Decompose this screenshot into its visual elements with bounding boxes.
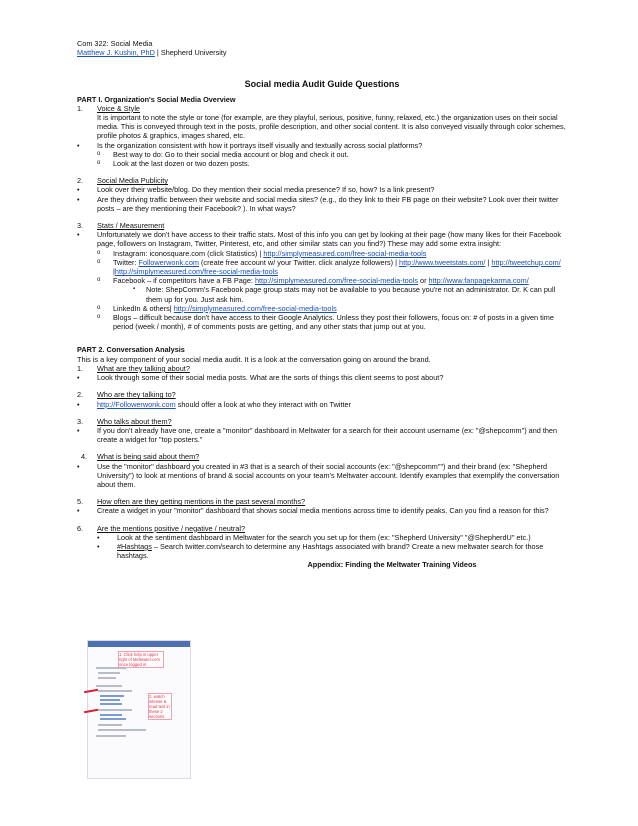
annotation-arrow — [84, 709, 98, 713]
author-link[interactable]: Matthew J. Kushin, PhD — [77, 48, 155, 58]
simplymeasured-link[interactable]: http://simplymeasured.com/free-social-media-tools — [263, 248, 427, 258]
sub-item-blogs: o Blogs – difficult because don't have access to their Google Analytics. Unless they post their followers, focus on: # of posts in a given time period (week / month), # of comments posts are getting, and any other stats that jump out at you. — [97, 313, 554, 332]
document-title: Social media Audit Guide Questions — [244, 79, 400, 90]
screenshot-title-bar — [88, 641, 190, 647]
tweetchup-link[interactable]: http://tweetchup.com/ — [491, 257, 561, 267]
annotation-note-1: 1. Click help in upper right of Meltwater.com once logged in — [118, 651, 164, 668]
question-6: 6. Are the mentions positive / negative / neutral? — [77, 523, 246, 533]
fanpagekarma-link[interactable]: http://www.fanpagekarma.com/ — [428, 276, 529, 286]
paragraph: It is important to note the style or tone (for example, are they playful, serious, positive, funny, relaxed, etc.) the organization uses on their social media. This is conveyed through text in the posts, profile description, and other social content. It is also conveyed visually through color schemes, profile photos & graphics, images shared, etc. — [97, 113, 566, 141]
screenshot-frame — [87, 640, 191, 779]
meltwater-help-screenshot — [77, 640, 189, 777]
section-stats-measurement: 3. Stats / Measurement — [77, 221, 165, 231]
university-name: Shepherd University — [160, 48, 227, 58]
annotation-note-2: 2. watch intense & read text in these 2 sections — [148, 693, 172, 720]
section-title: Stats / Measurement — [97, 221, 165, 231]
simplymeasured-link[interactable]: http://simplymeasured.com/free-social-media-tools — [173, 303, 337, 313]
sub-item-linkedin: o LinkedIn & others| http://simplymeasured.com/free-social-media-tools — [97, 303, 337, 313]
followerwonk-link[interactable]: http://Followerwonk.com — [97, 399, 176, 409]
question-2: 2. Who are they talking to? — [77, 390, 176, 400]
bullet-item: • Use the "monitor" dashboard you created in #3 that is a search of their social accounts (ex: "@shepcomm"") and their brand (ex: "Shepherd University") to look at mentions of brand & social accounts on your team's Meltwater account. Identify examples that exemplify the conversation about them. — [77, 461, 560, 489]
bullet-item: • If you don't already have one, create a "monitor" dashboard in Meltwater for a search for their account username (ex: "@shepcomm") and then create a widget for "top posters." — [77, 425, 558, 445]
part2-heading: PART 2. Conversation Analysis — [77, 345, 185, 355]
simplymeasured-link[interactable]: http://simplymeasured.com/free-social-media-tools — [114, 267, 278, 277]
question-1: 1. What are they talking about? — [77, 363, 190, 373]
sub-item: o Look at the last dozen or two dozen posts. — [97, 159, 250, 169]
question-3: 3. Who talks about them? — [77, 416, 172, 426]
simplymeasured-link[interactable]: http://simplymeasured.com/free-social-media-tools — [254, 276, 418, 286]
author-line: Matthew J. Kushin, PhD | Shepherd University — [77, 48, 227, 58]
course-name: Com 322: Social Media — [77, 39, 153, 48]
document-page — [77, 39, 567, 570]
sub-item: o Best way to do: Go to their social media account or blog and check it out. — [97, 149, 349, 159]
bullet-item: • Look through some of their social media posts. What are the sorts of things this client seems to post about? — [77, 373, 444, 383]
part2-intro: This is a key component of your social media audit. It is a look at the conversation going on around the brand. — [77, 354, 431, 364]
section-title: Voice & Style — [97, 103, 140, 113]
bullet-item: • Create a widget in your "monitor" dashboard that shows social media mentions across time to identify peaks. Can you find a reason for this? — [77, 506, 549, 516]
part1-heading: PART I. Organization's Social Media Overview — [77, 94, 236, 104]
section-title: Social Media Publicity — [97, 176, 168, 186]
bullet-item: • http://Followerwonk.com should offer a look at who they interact with on Twitter — [77, 399, 352, 409]
section-voice-style: 1. Voice & Style — [77, 103, 140, 113]
sub-sub-item-note: ▪ Note: ShepComm's Facebook page group stats may not be available to you because you're not an administrator. Dr. K can pull them up for you. Just ask him. — [133, 285, 556, 304]
followerwonk-link[interactable]: Followerwonk.com — [138, 257, 199, 267]
sub-item-twitter: o Twitter: Followerwonk.com (create free account w/ your Twitter. click analyze followers) | http://www.tweetstats.com/ | http://tweetchup.com/ |http://simplymeasured.com/free-social-media-tools — [97, 257, 561, 277]
section-social-media-publicity: 2. Social Media Publicity — [77, 176, 168, 186]
question-4: 4. What is being said about them? — [81, 452, 200, 462]
question-5: 5. How often are they getting mentions in the past several months? — [77, 497, 306, 507]
tweetstats-link[interactable]: http://www.tweetstats.com/ — [399, 257, 486, 267]
annotation-arrow — [84, 689, 98, 693]
appendix-heading: Appendix: Finding the Meltwater Training Videos — [307, 560, 477, 570]
sub-item-instagram: o Instagram: iconosquare.com (click Statistics) | http://simplymeasured.com/free-social-media-tools — [97, 248, 427, 258]
sub-item-facebook: o Facebook – if competitors have a FB Page: http://simplymeasured.com/free-social-media-tools or http://www.fanpagekarma.com/ — [97, 276, 529, 286]
bullet-item: • Is the organization consistent with how it portrays itself visually and textually across social platforms? — [77, 140, 423, 150]
bullet-item: • #Hashtags – Search twitter.com/search to determine any Hashtags associated with brand? Create a new meltwater search for those hashtags. — [97, 541, 544, 561]
bullet-item: • Unfortunately we don't have access to their traffic stats. Most of this info you can get by looking at their page (how many likes for their Facebook page, followers on Instagram, Twitter, Pinterest, etc, and other similar stats can you find?) These may add some extra insight: — [77, 230, 562, 249]
bullet-item: • Look over their website/blog. Do they mention their social media presence? If so, how? Is a link present? — [77, 185, 435, 195]
bullet-item: • Look at the sentiment dashboard in Meltwater for the search you set up for them (ex: "Shepherd University" "@ShepherdU" etc.) — [97, 532, 531, 542]
bullet-item: • Are they driving traffic between their website and social media sites? (e.g., do they link to their FB page on their website? Look over their twitter posts – are they mentioning their Facebook? ). In what ways? — [77, 194, 559, 213]
